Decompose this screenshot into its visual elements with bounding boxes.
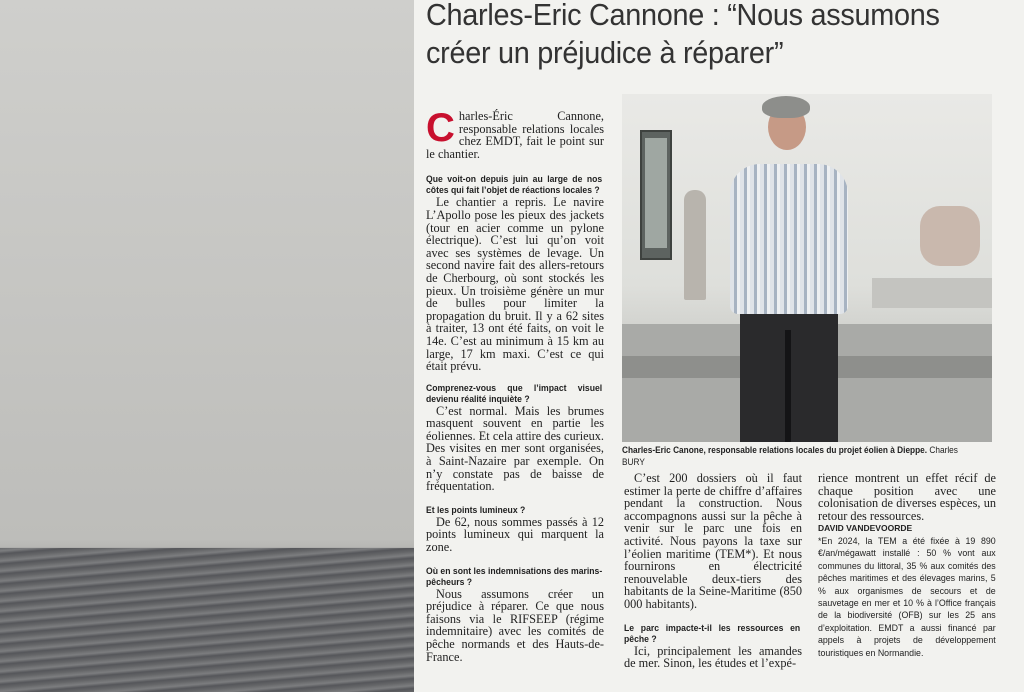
walker-figure bbox=[684, 190, 706, 300]
answer-3: De 62, nous sommes passés à 12 points lumineux qui marquent la zone. bbox=[426, 514, 604, 555]
column-1 bbox=[426, 106, 604, 664]
footnote: *En 2024, la TEM a été fixée à 19 890 €/an/mégawatt installé : 50 % vont aux communes du littoral, 35 % aux comités des pêches maritimes et des élevages marins, 5 % aux organismes de secours et de sauvetage en mer et 10 % à l’Office français de la biodiversité (OFB) sur les 25 ans d’exploitation. EMDT a aussi financé par appels à projets de développement touristiques en Normandie. bbox=[818, 535, 996, 658]
intro-paragraph bbox=[426, 106, 604, 161]
answer-4: Nous assumons créer un préjudice à réparer. Ce que nous faisons via le RIFSEEP (régime indemnitaire) avec les comités de pêche normands et des Hauts-de-France. bbox=[426, 586, 604, 664]
question-3: Et les points lumineux ? bbox=[426, 504, 526, 516]
answer-5: Ici, principalement les amandes de mer. Sinon, les études et l’expé- bbox=[624, 643, 802, 671]
portrait-photo bbox=[622, 94, 992, 442]
byline: DAVID VANDEVOORDE bbox=[818, 523, 913, 534]
column-4-text: rience montrent un effet récif de chaque position avec une colonisation de diverses espèces, un retour des ressources. bbox=[818, 471, 996, 523]
headline-line-2: créer un préjudice à réparer” bbox=[426, 35, 784, 70]
headline bbox=[426, 0, 975, 72]
question-1: Que voit-on depuis juin au large de nos côtes qui fait l’objet de réactions locales ? bbox=[426, 174, 603, 197]
seated-people bbox=[920, 206, 980, 266]
benches bbox=[872, 278, 992, 308]
sign-post bbox=[640, 130, 672, 260]
photo-caption bbox=[622, 444, 972, 468]
caption-text: Charles-Eric Canone, responsable relations locales du projet éolien à Dieppe. bbox=[622, 445, 928, 455]
answer-1: Le chantier a repris. Le navire L’Apollo pose les pieux des jackets (tour en acier comme un pylone électrique). C’est lui qu’on voit avec ses systèmes de levage. Un second navire fait des allers-retours de Cherbourg, où sont stockés les pieux. Un troisième génère un mur de bulles pour limiter la propagation du bruit. Il y a 62 sites à traiter, 13 ont été faits, on voit le 14e. C’est au minimum à 15 km au large, 17 km maxi. C’est ce qui était prévu. bbox=[426, 195, 604, 374]
question-2: Comprenez-vous que l’impact visuel devienu réalité inquiète ? bbox=[426, 382, 603, 405]
sea-photo bbox=[0, 0, 414, 692]
column-3 bbox=[624, 472, 802, 670]
answer-2: C’est normal. Mais les brumes masquent souvent en partie les éoliennes. Et cela attire des curieux. Des visites en mer sont organisées, à Saint-Nazaire par exemple. On n’y constate pas de baisse de fréquentation. bbox=[426, 403, 604, 494]
dropcap: C bbox=[426, 106, 455, 150]
question-4: Où en sont les indemnisations des marins-pêcheurs ? bbox=[426, 565, 603, 588]
man-shirt bbox=[730, 164, 848, 314]
man-legs bbox=[740, 310, 838, 442]
intro-text: harles-Éric Cannone, responsable relations locales chez EMDT, fait le point sur le chantier. bbox=[426, 109, 604, 161]
headline-line-1: Charles-Eric Cannone : “Nous assumons bbox=[426, 0, 940, 32]
man-hair bbox=[762, 96, 810, 118]
column-3-text: C’est 200 dossiers où il faut estimer la perte de chiffre d’affaires pendant la construction. Nous accompagnons aussi sur la pêche à venir sur le parc une fois en activité. Nous payons la taxe sur l’éolien maritime (TEM*). Et nous fournirons en électricité renouvelable deux-tiers des habitants de la Seine-Maritime (850 000 habitants). bbox=[624, 471, 802, 611]
question-5: Le parc impacte-t-il les ressources en pêche ? bbox=[624, 622, 801, 645]
column-4 bbox=[818, 472, 996, 659]
sea-surface bbox=[0, 548, 414, 692]
photo-credit: Charles BURY bbox=[622, 445, 958, 467]
